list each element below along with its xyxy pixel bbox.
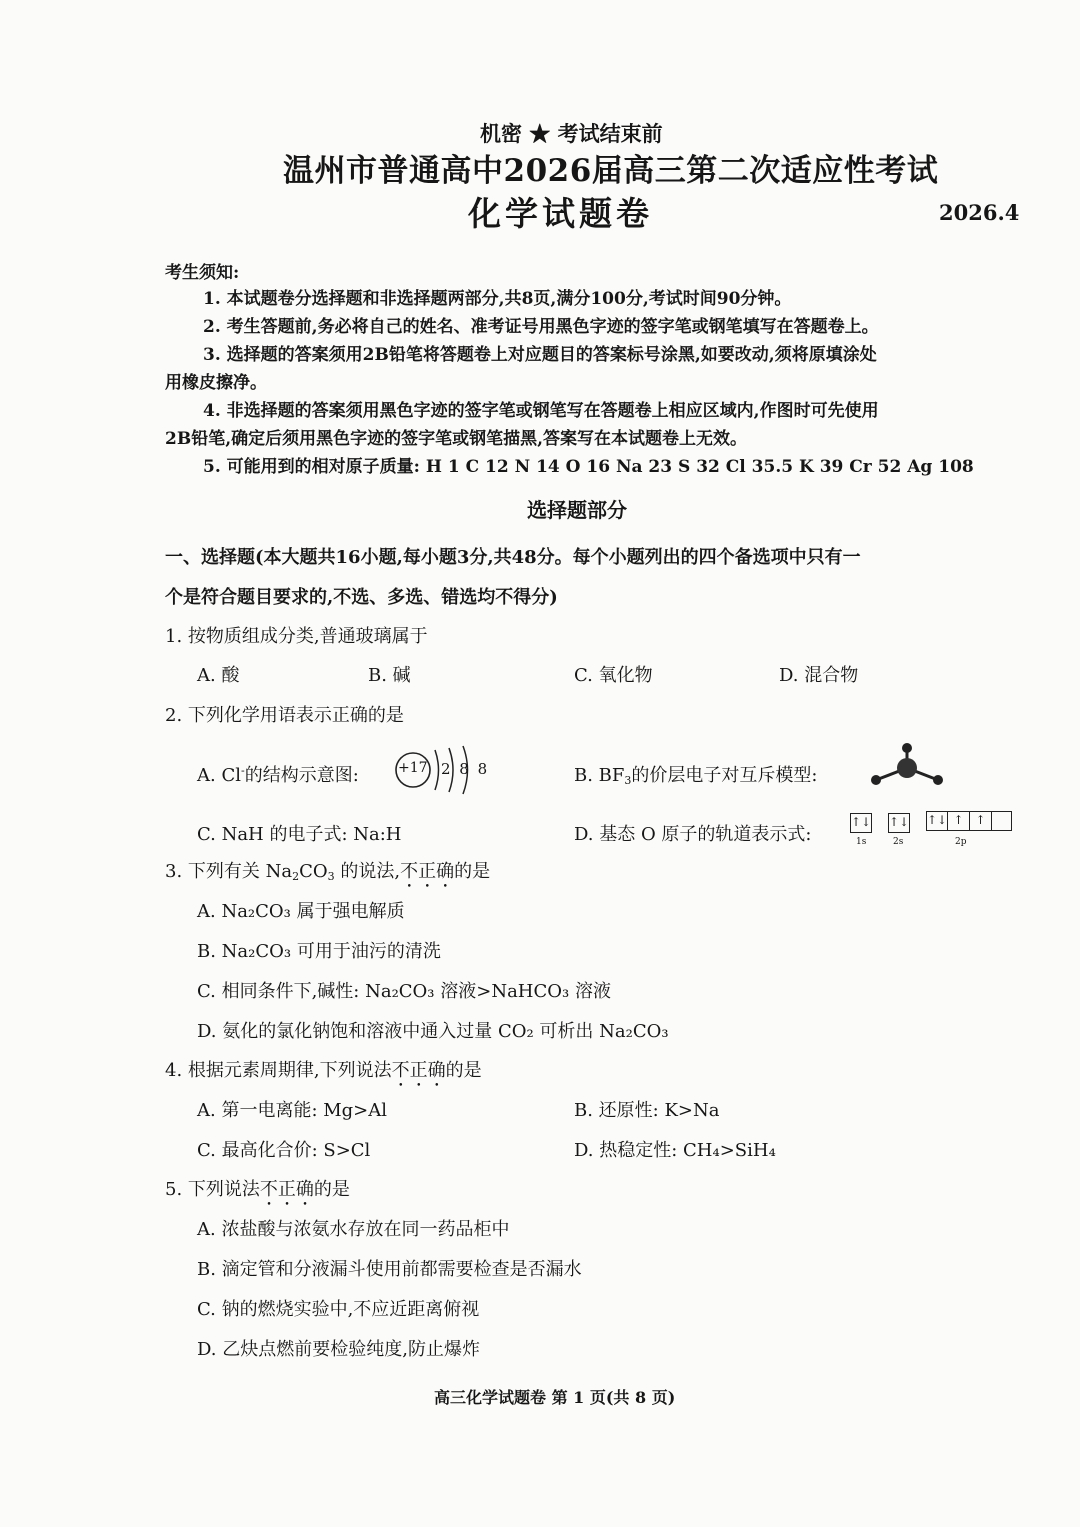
q3-option-b: B. Na₂CO₃ 可用于油污的清洗	[197, 941, 441, 962]
q2-a-text: 的结构示意图:	[244, 765, 359, 786]
section-title: 选择题部分	[527, 498, 627, 522]
q2-a-charge: -	[240, 764, 245, 777]
q5-option-a: A. 浓盐酸与浓氨水存放在同一药品柜中	[197, 1219, 510, 1240]
page-footer: 高三化学试题卷 第 1 页(共 8 页)	[434, 1388, 676, 1407]
q4-option-d: D. 热稳定性: CH₄>SiH₄	[574, 1140, 776, 1161]
q2-option-d: D. 基态 O 原子的轨道表示式:	[574, 824, 812, 845]
q2-b-text: 的价层电子对互斥模型:	[631, 765, 818, 786]
q5-stem: 5. 下列说法不正确的是	[165, 1179, 350, 1200]
q4-stem: 4. 根据元素周期律,下列说法不正确的是	[165, 1060, 482, 1081]
notice-item-2: 2. 考生答题前,务必将自己的姓名、准考证号用黑色字迹的签字笔或钢笔填写在答题卷上。	[203, 317, 879, 337]
q2-a-prefix: A. Cl	[197, 765, 241, 786]
q5-emphasis: 不正确	[259, 1179, 314, 1200]
q1-option-d: D. 混合物	[779, 665, 859, 686]
orbital-2p: ↑↓ ↑ ↑	[926, 811, 1012, 831]
notice-heading: 考生须知:	[165, 263, 240, 283]
exam-date: 2026.4	[939, 200, 1020, 225]
q2-b-prefix: B. BF	[574, 765, 625, 786]
q4-option-c: C. 最高化合价: S>Cl	[197, 1140, 371, 1161]
q2-option-c: C. NaH 的电子式: Na:H	[197, 824, 402, 845]
q2-option-b	[574, 761, 817, 787]
q3-option-a: A. Na₂CO₃ 属于强电解质	[197, 901, 405, 922]
q1-option-a: A. 酸	[197, 665, 240, 686]
q1-option-b: B. 碱	[368, 665, 411, 686]
exam-title: 温州市普通高中2026届高三第二次适应性考试	[283, 153, 939, 189]
q4-option-a: A. 第一电离能: Mg>Al	[197, 1100, 388, 1121]
orbital-1s: ↑↓	[850, 811, 872, 833]
q3-option-d: D. 氨化的氯化钠饱和溶液中通入过量 CO₂ 可析出 Na₂CO₃	[197, 1021, 669, 1042]
shell-arc-1	[435, 750, 439, 790]
q5-option-d: D. 乙炔点燃前要检验纯度,防止爆炸	[197, 1339, 480, 1360]
electron-shells: 2 8 8	[441, 760, 490, 778]
q3-emphasis: 不正确	[400, 861, 455, 882]
q5-option-c: C. 钠的燃烧实验中,不应近距离俯视	[197, 1299, 480, 1320]
part-one-instructions: 一、选择题(本大题共16小题,每小题3分,共48分。每个小题列出的四个备选项中只有一	[165, 547, 861, 568]
notice-item-3-cont: 用橡皮擦净。	[165, 373, 267, 393]
notice-item-3: 3. 选择题的答案须用2B铅笔将答题卷上对应题目的答案标号涂黑,如要改动,须将原填涂处	[203, 345, 877, 365]
orbital-label-1s: 1s	[856, 837, 867, 847]
notice-item-4: 4. 非选择题的答案须用黑色字迹的签字笔或钢笔写在答题卷上相应区域内,作图时可先使用	[203, 401, 879, 421]
q3-stem: 3. 下列有关 $Na_2CO_3$ 的说法,不正确的是	[165, 861, 491, 883]
q4-emphasis: 不正确	[391, 1060, 446, 1081]
notice-item-5: 5. 可能用到的相对原子质量: H 1 C 12 N 14 O 16 Na 23 S 32 Cl 35.5 K 39 Cr 52 Ag 108	[203, 457, 974, 477]
bf3-vsepr-model-icon	[864, 742, 954, 792]
orbital-label-2p: 2p	[955, 837, 967, 847]
part-one-instructions-cont: 个是符合题目要求的,不选、多选、错选均不得分)	[165, 587, 558, 608]
q1-stem: 1. 按物质组成分类,普通玻璃属于	[165, 626, 428, 647]
q2-option-a	[197, 761, 359, 787]
exam-subtitle: 化学试题卷	[468, 194, 653, 233]
q3-option-c: C. 相同条件下,碱性: Na₂CO₃ 溶液>NaHCO₃ 溶液	[197, 981, 611, 1002]
notice-item-4-cont: 2B铅笔,确定后须用黑色字迹的签字笔或钢笔描黑,答案写在本试题卷上无效。	[165, 429, 748, 449]
notice-item-1: 1. 本试题卷分选择题和非选择题两部分,共8页,满分100分,考试时间90分钟。	[203, 289, 792, 309]
q5-option-b: B. 滴定管和分液漏斗使用前都需要检查是否漏水	[197, 1259, 582, 1280]
nucleus-charge: +17	[398, 760, 428, 776]
q2-stem: 2. 下列化学用语表示正确的是	[165, 705, 404, 726]
confidential-label: 机密 ★ 考试结束前	[480, 121, 663, 146]
orbital-2s: ↑↓	[888, 811, 910, 833]
q2-b-sub: 3	[624, 774, 632, 787]
orbital-label-2s: 2s	[893, 837, 904, 847]
q4-option-b: B. 还原性: K>Na	[574, 1100, 720, 1121]
q1-option-c: C. 氧化物	[574, 665, 653, 686]
